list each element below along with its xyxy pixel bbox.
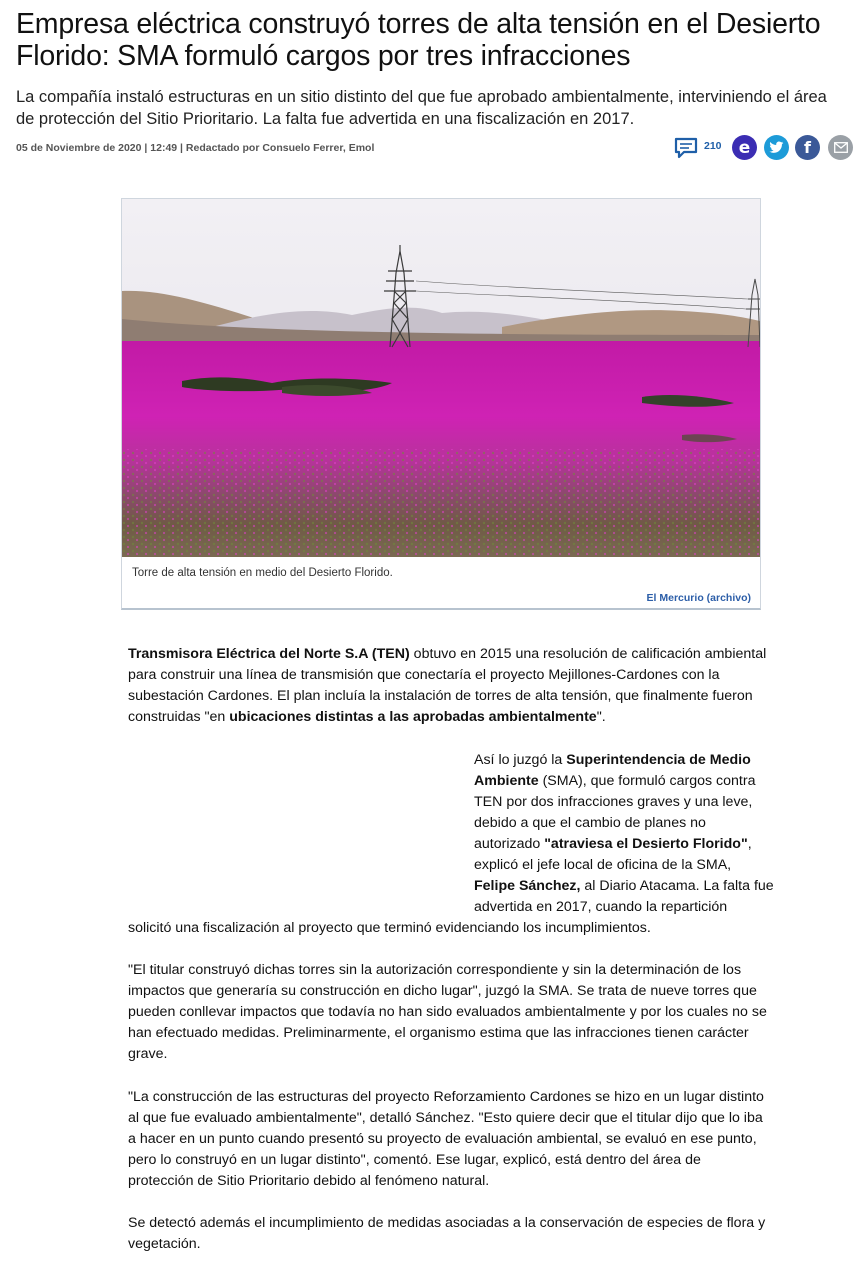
bold-quote: ubicaciones distintas a las aprobadas ambientalmente [229,709,597,726]
byline-time: 12:49 [150,142,178,154]
photo-credit: El Mercurio (archivo) [646,592,751,604]
facebook-icon: f [804,138,811,157]
byline [16,142,374,154]
company-name: Transmisora Eléctrica del Norte S.A (TEN) [128,646,410,663]
emol-icon: e [738,137,751,158]
article-photo [121,198,761,610]
twitter-icon [769,141,784,154]
byline-separator: | [141,142,151,154]
email-icon [834,142,848,153]
facebook-share-button[interactable] [795,135,820,160]
body-paragraph-3: "El titular construyó dichas torres sin la autorización correspondiente y sin la determinación de los impactos que generaría su construcción en dicho lugar", juzgó la SMA. Se trata de nueve torres que pueden conllevar impactos que todavía no han sido evaluados ambientalmente y por los cuales no se han efectuado medidas. Preliminarmente, el organismo estima que las infracciones tienen carácter grave. [128,962,767,1063]
bold-quote: "atraviesa el Desierto Florido" [544,836,748,853]
person-name: Felipe Sánchez, [474,878,581,895]
photo-caption: Torre de alta tensión en medio del Desierto Florido. [132,567,393,579]
article-lead: La compañía instaló estructuras en un sitio distinto del que fue aprobado ambientalmente, interviniendo el área de protección del Sitio Prioritario. La falta fue advertida en una fiscalización en 2017. [16,88,827,128]
body-paragraph-1: Transmisora Eléctrica del Norte S.A (TEN) obtuvo en 2015 una resolución de calificación ambiental para construir una línea de transmisión que conectaría el proyecto Mejillones-Cardones con la subestación Cardones. El plan incluía la instalación de torres de alta tensión, que finalmente fueron construidas "en ubicaciones distintas a las aprobadas ambientalmente". [128,646,767,726]
emol-share-button[interactable] [732,135,757,160]
article-headline: Empresa eléctrica construyó torres de alta tensión en el Desierto Florido: SMA formuló cargos por tres infracciones [16,8,821,72]
desert-bloom-photo [122,199,760,557]
twitter-share-button[interactable] [764,135,789,160]
byline-separator: | [177,142,186,154]
body-paragraph-2-continued: solicitó una fiscalización al proyecto que terminó evidenciando los incumplimientos. [128,920,651,937]
byline-author: Redactado por Consuelo Ferrer, Emol [185,142,375,154]
body-paragraph-4: "La construcción de las estructuras del proyecto Reforzamiento Cardones se hizo en un lugar distinto al que fue evaluado ambientalmente", detalló Sánchez. "Esto quiere decir que el titular dijo que lo iba a hacer en un punto cuando presentó su proyecto de evaluación ambiental, se evaluó en ese punto, pero lo construyó en un lugar distinto", comentó. Ese lugar, explicó, está dentro del área de protección de Sitio Prioritario debido al fenómeno natural. [128,1089,764,1190]
comment-count[interactable]: 210 [704,140,722,152]
email-share-button[interactable] [828,135,853,160]
body-paragraph-5: Se detectó además el incumplimiento de medidas asociadas a la conservación de especies de flora y vegetación. [128,1215,766,1253]
social-share-bar [674,134,854,162]
sma-name: Superintendencia de Medio Ambiente [474,752,751,790]
body-paragraph-2: Así lo juzgó la Superintendencia de Medio Ambiente (SMA), que formuló cargos contra TEN por dos infracciones graves y una leve, debido a que el cambio de planes no autorizado "atraviesa el Desierto Florido", explicó el jefe local de oficina de la SMA, Felipe Sánchez, al Diario Atacama. La falta fue advertida en 2017, cuando la repartición [474,752,774,916]
comment-icon[interactable] [674,137,698,159]
byline-date: 05 de Noviembre de 2020 [16,142,142,154]
